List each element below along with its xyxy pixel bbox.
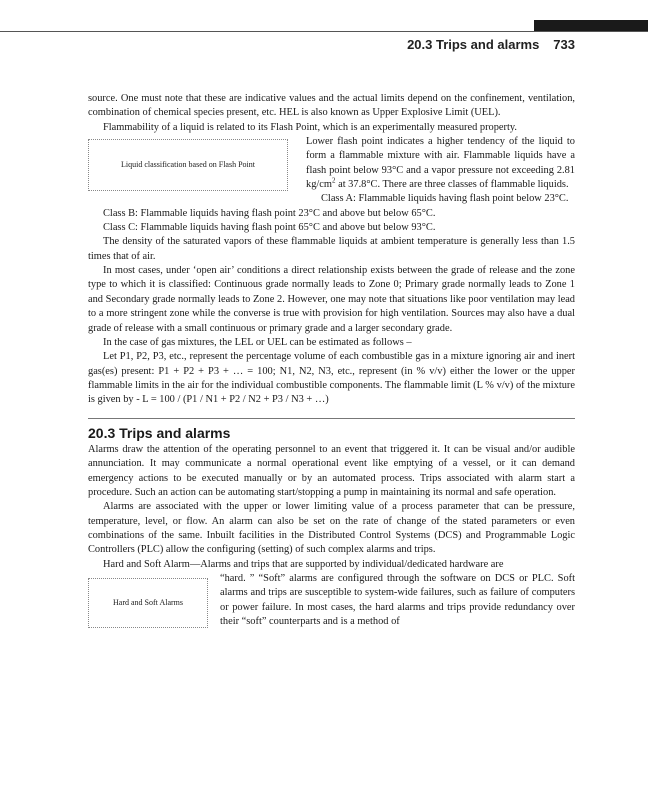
margin-note	[88, 139, 288, 191]
page-body	[88, 92, 575, 629]
page-number: 733	[553, 37, 575, 52]
paragraph: In most cases, under ‘open air’ conditions a direct relationship exists between the grade of release and the zone type to which it is classified: Continuous grade normally leads to Zone 0; Primary grade normally leads to Zone 1 and Secondary grade normally leads to Zone 2. However, one may note that situations like poor ventilation may lead to a more stringent zone while the converse is true with provision for high ventilation. Sources may also have a dual grade of release with a small continuous or primary grade and a larger secondary grade.	[88, 265, 575, 334]
running-head-section: 20.3 Trips and alarms	[407, 37, 540, 52]
header-bar	[534, 20, 648, 31]
paragraph: Flammability of a liquid is related to its Flash Point, which is an experimentally measured property.	[103, 121, 518, 133]
class-a: Class A: Flammable liquids having flash point below 23°C.	[321, 193, 569, 205]
paragraph: source. One must note that these are indicative values and the actual limits depend on the confinement, ventilation, combination of chemical species present, etc. HEL is also known as Upper Explosive Limit (UEL).	[88, 93, 575, 119]
paragraph: Alarms draw the attention of the operating personnel to an event that triggered it. It can be visual and/or audible annunciation. It may communicate a normal operational event like emptying of a vessel, or it can demand emergency actions to be executed manually or by an automated process. Trips associated with alarm start a procedure. Such an action can be automating start/stopping a pump in maintaining its normal and safe operation.	[88, 443, 575, 498]
paragraph: In the case of gas mixtures, the LEL or UEL can be estimated as follows –	[103, 336, 412, 348]
paragraph-text: Lower flash point indicates a higher tendency of the liquid to form a flammable mixture with air. Flammable liquids have a flash point below 93°C and a vapor pressure not exceeding 2.81 kg/cm	[306, 136, 575, 191]
paragraph-text: at 37.8°C. There are three classes of flammable liquids.	[335, 179, 569, 191]
section-rule	[88, 418, 575, 419]
class-b: Class B: Flammable liquids having flash point 23°C and above but below 65°C.	[103, 207, 436, 219]
section-heading: 20.3 Trips and alarms	[88, 424, 231, 441]
superscript: 2	[331, 176, 336, 185]
margin-note-text: Liquid classification based on Flash Point	[121, 159, 255, 169]
running-head	[0, 37, 575, 52]
margin-note-text: Hard and Soft Alarms	[113, 597, 183, 607]
paragraph: The density of the saturated vapors of these flammable liquids at ambient temperature is generally less than 1.5 times that of air.	[88, 236, 575, 262]
paragraph: Hard and Soft Alarm—Alarms and trips that are supported by individual/dedicated hardware are	[103, 558, 504, 570]
paragraph: “hard. ” “Soft” alarms are configured through the software on DCS or PLC. Soft alarms and trips are susceptible to system-wide failures, such as failure of computers or power failure. In most cases, the hard alarms and trips provide redundancy over their “soft” counterparts and is a method of	[220, 573, 575, 628]
class-c: Class C: Flammable liquids having flash point 65°C and above but below 93°C.	[103, 222, 436, 234]
paragraph: Alarms are associated with the upper or lower limiting value of a process parameter that can be pressure, temperature, level, or flow. An alarm can also be set on the rate of change of the stated parameters or even combinations of the same. Inbuilt facilities in the Distributed Control Systems (DCS) and Programmable Logic Controllers (PLC) allow the configuring (setting) of such complex alarms and trips.	[88, 501, 575, 556]
paragraph: Let P1, P2, P3, etc., represent the percentage volume of each combustible gas in a mixture ignoring air and inert gas(es) present: P1 + P2 + P3 + … = 100; N1, N2, N3, etc., represent (in % v/v) either the lower or the upper flammable limits in the air for the individual combustible components. The flammable limit (L % v/v) of the mixture is given by - L = 100 / (P1 / N1 + P2 / N2 + P3 / N3 + …)	[88, 351, 575, 406]
header-rule	[0, 31, 648, 32]
margin-note	[88, 578, 208, 628]
